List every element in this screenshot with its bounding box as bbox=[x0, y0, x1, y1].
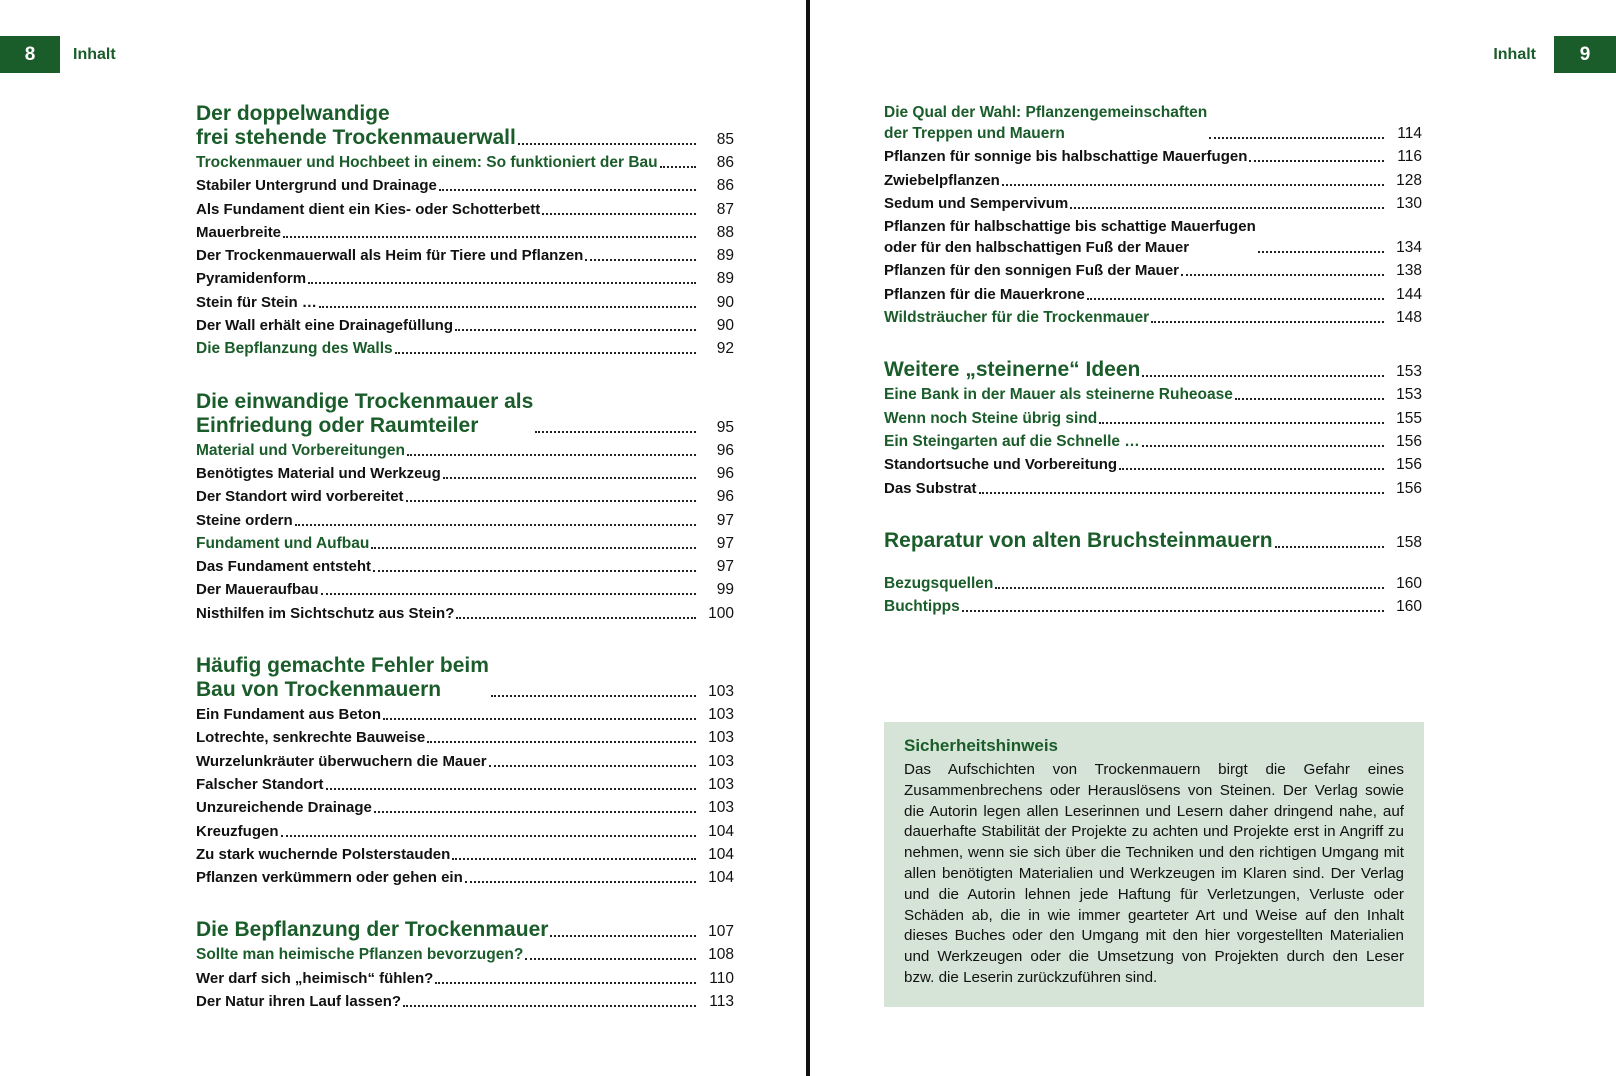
page-header-title: Inhalt bbox=[1493, 45, 1536, 63]
toc-entry-title: Sedum und Sempervivum bbox=[884, 194, 1069, 212]
toc-subsection-entry[interactable] bbox=[196, 603, 734, 624]
toc-entry-title: Eine Bank in der Mauer als steinerne Ruheoase bbox=[884, 386, 1233, 404]
toc-subsection-entry[interactable] bbox=[196, 175, 734, 196]
toc-entry-page-number: 156 bbox=[1396, 479, 1422, 497]
dot-leader bbox=[962, 610, 1384, 612]
toc-subsection-entry[interactable] bbox=[884, 216, 1422, 258]
toc-entry-title: Nisthilfen im Sichtschutz aus Stein? bbox=[196, 604, 455, 622]
toc-entry-page-number: 148 bbox=[1396, 309, 1422, 327]
toc-entry-title: Der Trockenmauerwall als Heim für Tiere und Pflanzen bbox=[196, 247, 584, 265]
toc-entry-page-number: 158 bbox=[1396, 533, 1422, 551]
dot-leader bbox=[995, 587, 1384, 589]
dot-leader bbox=[395, 352, 696, 354]
dot-leader bbox=[1249, 160, 1384, 162]
toc-entry-title: Der Maueraufbau bbox=[196, 581, 319, 599]
dot-leader bbox=[1142, 375, 1384, 377]
toc-entry-page-number: 88 bbox=[716, 223, 734, 241]
toc-entry-title: Der Wall erhält eine Drainagefüllung bbox=[196, 317, 453, 335]
toc-entry-page-number: 103 bbox=[708, 752, 734, 770]
toc-entry-title: Ein Steingarten auf die Schnelle … bbox=[884, 432, 1140, 450]
toc-entry-title: Die Bepflanzung des Walls bbox=[196, 340, 393, 358]
dot-leader bbox=[1119, 468, 1384, 470]
section-spacer bbox=[884, 501, 1422, 529]
toc-subsection-entry[interactable] bbox=[196, 315, 734, 336]
toc-entry-title: Kreuzfugen bbox=[196, 822, 279, 840]
dot-leader bbox=[403, 1005, 696, 1007]
toc-subsection-entry[interactable] bbox=[196, 867, 734, 888]
toc-entry-title: Stein für Stein … bbox=[196, 293, 317, 311]
toc-section-entry[interactable] bbox=[884, 573, 1422, 594]
dot-leader bbox=[489, 765, 696, 767]
toc-entry-title: Fundament und Aufbau bbox=[196, 534, 370, 552]
toc-entry-title: Ein Fundament aus Beton bbox=[196, 706, 382, 724]
toc-subsection-entry[interactable] bbox=[196, 556, 734, 577]
toc-entry-title: Trockenmauer und Hochbeet in einem: So funktioniert der Bau bbox=[196, 154, 658, 171]
dot-leader bbox=[1142, 445, 1384, 447]
toc-entry-page-number: 96 bbox=[716, 441, 734, 459]
dot-leader bbox=[456, 617, 696, 619]
toc-entry-page-number: 113 bbox=[709, 993, 734, 1011]
dot-leader bbox=[383, 718, 696, 720]
toc-entry-page-number: 90 bbox=[716, 317, 734, 335]
toc-entry-page-number: 86 bbox=[716, 177, 734, 195]
toc-subsection-entry[interactable] bbox=[196, 774, 734, 795]
toc-section-entry[interactable] bbox=[884, 596, 1422, 617]
section-spacer bbox=[196, 890, 734, 918]
toc-entry-title: Die Qual der Wahl: Pflanzengemeinschaften der Treppen und Mauern bbox=[884, 104, 1208, 142]
dot-leader bbox=[465, 881, 696, 883]
dot-leader bbox=[1151, 321, 1384, 323]
toc-entry-title: Pyramidenform bbox=[196, 270, 307, 288]
dot-leader bbox=[452, 858, 696, 860]
toc-entry-title: Material und Vorbereitungen bbox=[196, 441, 405, 459]
book-spine-divider bbox=[806, 0, 810, 1076]
dot-leader bbox=[1258, 251, 1384, 253]
toc-entry-page-number: 134 bbox=[1396, 239, 1422, 257]
toc-section-entry[interactable] bbox=[196, 533, 734, 554]
dot-leader bbox=[585, 259, 696, 261]
dot-leader bbox=[660, 166, 696, 168]
section-spacer bbox=[196, 626, 734, 654]
toc-entry-title: Das Substrat bbox=[884, 479, 977, 497]
dot-leader bbox=[455, 329, 696, 331]
toc-chapter-entry[interactable] bbox=[884, 358, 1422, 382]
toc-entry-title: Häufig gemachte Fehler beim Bau von Trockenmauern bbox=[196, 654, 489, 702]
section-spacer bbox=[196, 362, 734, 390]
toc-entry-title: Als Fundament dient ein Kies- oder Schotterbett bbox=[196, 200, 541, 218]
toc-entry-page-number: 103 bbox=[708, 799, 734, 817]
dot-leader bbox=[439, 189, 696, 191]
toc-entry-page-number: 104 bbox=[708, 822, 734, 840]
safety-note-body: Das Aufschichten von Trockenmauern birgt die Gefahr eines Zusammenbrechens oder Herauslösens von Steinen. Der Verlag sowie die Autorin legen allen Leserinnen und Lesern daher dringend nahe, auf dauerhafte Stabilität der Projekte zu achten und Projekte erst in Angriff zu nehmen, wenn sie sich über die Techniken und den richtigen Umgang mit allen benötigten Materialien und Werkzeugen im Klaren sind. Der Verlag und die Autorin lehnen jede Haftung für Verletzungen, Verluste oder Schäden ab, die in wie immer gearteter Art und Weise auf den Inhalt dieses Buches oder den Umgang mit den hier vorgestellten Materialien und Werkzeugen oder die Umsetzung von Projekten durch den Leser bzw. die Leserin zurückzuführen sind. bbox=[904, 761, 1404, 986]
toc-subsection-entry[interactable] bbox=[196, 510, 734, 531]
dot-leader bbox=[371, 547, 696, 549]
toc-subsection-entry[interactable] bbox=[884, 284, 1422, 305]
toc-subsection-entry[interactable] bbox=[884, 146, 1422, 167]
toc-chapter-entry[interactable] bbox=[196, 390, 734, 438]
dot-leader bbox=[550, 935, 696, 937]
page-number-badge: 9 bbox=[1554, 36, 1616, 73]
toc-section-entry[interactable] bbox=[196, 440, 734, 461]
toc-entry-page-number: 114 bbox=[1397, 125, 1422, 142]
toc-entry-title: Wurzelunkräuter überwuchern die Mauer bbox=[196, 752, 487, 770]
toc-entry-page-number: 90 bbox=[716, 293, 734, 311]
toc-entry-page-number: 100 bbox=[708, 604, 734, 622]
toc-subsection-entry[interactable] bbox=[196, 844, 734, 865]
toc-entry-page-number: 92 bbox=[716, 340, 734, 358]
toc-entry-page-number: 116 bbox=[1397, 148, 1422, 166]
toc-entry-title: Der Standort wird vorbereitet bbox=[196, 488, 404, 506]
toc-entry-title: Benötigtes Material und Werkzeug bbox=[196, 464, 441, 482]
dot-leader bbox=[321, 593, 696, 595]
toc-entry-page-number: 95 bbox=[716, 418, 734, 436]
toc-entry-title: Standortsuche und Vorbereitung bbox=[884, 456, 1118, 474]
toc-chapter-entry[interactable] bbox=[196, 654, 734, 702]
toc-entry-title: Weitere „steinerne“ Ideen bbox=[884, 358, 1141, 382]
toc-section-entry[interactable] bbox=[884, 102, 1422, 144]
dot-leader bbox=[308, 282, 696, 284]
toc-section-entry[interactable] bbox=[884, 408, 1422, 429]
toc-subsection-entry[interactable] bbox=[196, 821, 734, 842]
section-spacer bbox=[884, 330, 1422, 358]
toc-entry-page-number: 103 bbox=[708, 706, 734, 724]
toc-entry-page-number: 89 bbox=[716, 247, 734, 265]
toc-chapter-entry[interactable] bbox=[196, 918, 734, 942]
toc-entry-page-number: 97 bbox=[716, 511, 734, 529]
toc-subsection-entry[interactable] bbox=[196, 751, 734, 772]
page-header-title: Inhalt bbox=[73, 45, 116, 63]
toc-entry-page-number: 108 bbox=[708, 946, 734, 964]
dot-leader bbox=[319, 306, 696, 308]
toc-entry-page-number: 85 bbox=[716, 131, 734, 148]
toc-entry-title: Pflanzen für sonnige bis halbschattige Mauerfugen bbox=[884, 148, 1248, 166]
toc-entry-page-number: 138 bbox=[1396, 262, 1422, 280]
table-of-contents-left bbox=[196, 102, 734, 1014]
toc-entry-page-number: 144 bbox=[1396, 285, 1422, 303]
toc-entry-title: Wenn noch Steine übrig sind bbox=[884, 409, 1098, 427]
dot-leader bbox=[1002, 184, 1384, 186]
toc-entry-page-number: 156 bbox=[1396, 432, 1422, 450]
toc-entry-page-number: 153 bbox=[1396, 386, 1422, 404]
toc-subsection-entry[interactable] bbox=[884, 260, 1422, 281]
toc-entry-title: Lotrechte, senkrechte Bauweise bbox=[196, 729, 426, 747]
dot-leader bbox=[281, 835, 697, 837]
dot-leader bbox=[1235, 398, 1384, 400]
toc-subsection-entry[interactable] bbox=[196, 199, 734, 220]
toc-entry-title: Unzureichende Drainage bbox=[196, 799, 372, 817]
left-page bbox=[0, 0, 806, 1076]
dot-leader bbox=[427, 741, 696, 743]
toc-subsection-entry[interactable] bbox=[196, 245, 734, 266]
dot-leader bbox=[435, 982, 696, 984]
toc-entry-page-number: 130 bbox=[1396, 194, 1422, 212]
toc-entry-page-number: 153 bbox=[1396, 363, 1422, 381]
dot-leader bbox=[295, 524, 696, 526]
toc-entry-title: Wer darf sich „heimisch“ fühlen? bbox=[196, 969, 434, 987]
toc-entry-page-number: 86 bbox=[716, 154, 734, 171]
toc-section-entry[interactable] bbox=[884, 307, 1422, 328]
toc-subsection-entry[interactable] bbox=[196, 727, 734, 748]
toc-subsection-entry[interactable] bbox=[196, 704, 734, 725]
toc-entry-page-number: 87 bbox=[716, 200, 734, 218]
dot-leader bbox=[406, 500, 696, 502]
toc-entry-page-number: 96 bbox=[716, 464, 734, 482]
toc-entry-title: Der doppelwandige frei stehende Trockenmauerwall bbox=[196, 102, 516, 149]
toc-entry-title: Falscher Standort bbox=[196, 775, 324, 793]
dot-leader bbox=[518, 143, 696, 145]
toc-entry-page-number: 160 bbox=[1396, 598, 1422, 616]
toc-entry-title: Bezugsquellen bbox=[884, 574, 994, 592]
toc-subsection-entry[interactable] bbox=[196, 579, 734, 600]
toc-entry-page-number: 104 bbox=[708, 845, 734, 863]
dot-leader bbox=[535, 431, 696, 433]
toc-entry-title: Stabiler Untergrund und Drainage bbox=[196, 177, 437, 195]
toc-subsection-entry[interactable] bbox=[884, 193, 1422, 214]
toc-entry-title: Zu stark wuchernde Polsterstauden bbox=[196, 845, 451, 863]
toc-entry-page-number: 155 bbox=[1396, 409, 1422, 427]
toc-subsection-entry[interactable] bbox=[884, 170, 1422, 191]
toc-entry-page-number: 104 bbox=[708, 869, 734, 887]
dot-leader bbox=[373, 570, 696, 572]
toc-subsection-entry[interactable] bbox=[196, 486, 734, 507]
toc-entry-page-number: 103 bbox=[708, 775, 734, 793]
toc-entry-title: Mauerbreite bbox=[196, 223, 282, 241]
toc-subsection-entry[interactable] bbox=[196, 222, 734, 243]
toc-entry-page-number: 97 bbox=[716, 534, 734, 552]
toc-entry-title: Steine ordern bbox=[196, 511, 293, 529]
dot-leader bbox=[326, 788, 696, 790]
toc-entry-title: Buchtipps bbox=[884, 598, 960, 616]
toc-entry-title: Die Bepflanzung der Trockenmauer bbox=[196, 918, 549, 942]
dot-leader bbox=[1070, 207, 1384, 209]
toc-subsection-entry[interactable] bbox=[196, 968, 734, 989]
right-page bbox=[812, 0, 1616, 1076]
toc-section-entry[interactable] bbox=[884, 431, 1422, 452]
safety-note-title: Sicherheitshinweis bbox=[904, 736, 1058, 755]
dot-leader bbox=[542, 213, 696, 215]
toc-entry-page-number: 96 bbox=[716, 488, 734, 506]
toc-chapter-entry[interactable] bbox=[196, 102, 734, 150]
section-spacer bbox=[884, 555, 1422, 573]
toc-subsection-entry[interactable] bbox=[196, 991, 734, 1012]
toc-entry-title: Reparatur von alten Bruchsteinmauern bbox=[884, 528, 1273, 552]
toc-section-entry[interactable] bbox=[196, 152, 734, 173]
dot-leader bbox=[1209, 137, 1384, 139]
toc-entry-page-number: 97 bbox=[716, 558, 734, 576]
toc-section-entry[interactable] bbox=[884, 384, 1422, 405]
dot-leader bbox=[374, 811, 696, 813]
page-number-badge: 8 bbox=[0, 36, 60, 73]
toc-section-entry[interactable] bbox=[196, 944, 734, 965]
dot-leader bbox=[491, 695, 696, 697]
dot-leader bbox=[407, 454, 696, 456]
safety-note-box bbox=[884, 722, 1424, 1007]
toc-entry-page-number: 110 bbox=[709, 969, 734, 987]
toc-entry-title: Zwiebelpflanzen bbox=[884, 171, 1000, 189]
toc-entry-page-number: 156 bbox=[1396, 456, 1422, 474]
toc-subsection-entry[interactable] bbox=[196, 797, 734, 818]
toc-entry-title: Das Fundament entsteht bbox=[196, 558, 372, 576]
dot-leader bbox=[1275, 546, 1384, 548]
toc-subsection-entry[interactable] bbox=[196, 268, 734, 289]
toc-entry-page-number: 107 bbox=[708, 923, 734, 941]
toc-entry-page-number: 103 bbox=[708, 729, 734, 747]
table-of-contents-right bbox=[884, 102, 1422, 619]
toc-subsection-entry[interactable] bbox=[884, 454, 1422, 475]
toc-entry-title: Pflanzen für die Mauerkrone bbox=[884, 285, 1085, 303]
toc-entry-title: Pflanzen verkümmern oder gehen ein bbox=[196, 869, 463, 887]
toc-entry-page-number: 103 bbox=[708, 683, 734, 701]
dot-leader bbox=[283, 236, 696, 238]
dot-leader bbox=[1087, 298, 1384, 300]
toc-entry-title: Pflanzen für den sonnigen Fuß der Mauer bbox=[884, 262, 1180, 280]
toc-section-entry[interactable] bbox=[196, 338, 734, 359]
toc-entry-title: Pflanzen für halbschattige bis schattige Mauerfugen oder für den halbschattigen Fuß der Mauer bbox=[884, 218, 1256, 257]
dot-leader bbox=[443, 477, 696, 479]
dot-leader bbox=[1181, 274, 1384, 276]
toc-subsection-entry[interactable] bbox=[196, 463, 734, 484]
toc-entry-page-number: 89 bbox=[716, 270, 734, 288]
dot-leader bbox=[1099, 422, 1384, 424]
dot-leader bbox=[525, 958, 696, 960]
toc-entry-title: Der Natur ihren Lauf lassen? bbox=[196, 993, 402, 1011]
toc-entry-page-number: 160 bbox=[1396, 574, 1422, 592]
toc-entry-title: Wildsträucher für die Trockenmauer bbox=[884, 309, 1150, 327]
toc-entry-title: Sollte man heimische Pflanzen bevorzugen? bbox=[196, 946, 524, 964]
toc-chapter-entry[interactable] bbox=[884, 529, 1422, 553]
dot-leader bbox=[979, 492, 1384, 494]
toc-entry-page-number: 99 bbox=[716, 581, 734, 599]
toc-subsection-entry[interactable] bbox=[884, 478, 1422, 499]
toc-entry-title: Die einwandige Trockenmauer als Einfriedung oder Raumteiler bbox=[196, 389, 534, 437]
toc-subsection-entry[interactable] bbox=[196, 292, 734, 313]
toc-entry-page-number: 128 bbox=[1396, 171, 1422, 189]
